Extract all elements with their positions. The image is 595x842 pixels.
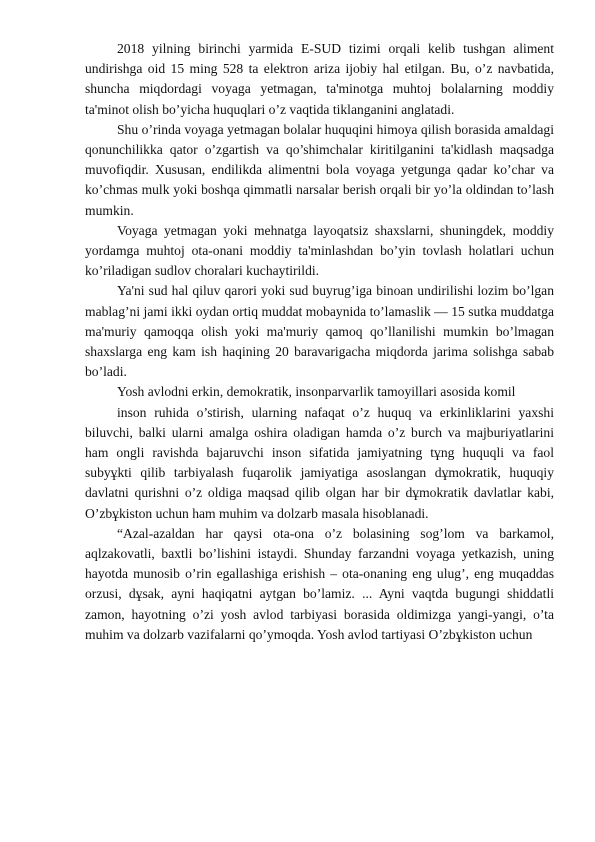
document-body [85, 39, 554, 645]
paragraph-7: “Azal-azaldan har qaysi ota-ona o’z bolasining sog’lom va barkamol, aqlzakovatli, baxtli bo’lishini istaydi. Shunday farzandni voyaga yetkazish, uning hayotda munosib o’rin egallashiga erishish – ota-onaning eng ulug’, eng muqaddas orzusi, dұsak, ayni haqiqatni aytgan bo’lamiz. ... Ayni vaqtda bugungi shiddatli zamon, hayotning o’zi yosh avlod tarbiyasi borasida oldimizga yangi-yangi, o’ta muhim va dolzarb vazifalarni qo’ymoqda. Yosh avlod tartiyasi O’zbұkiston uchun [85, 525, 554, 642]
paragraph-2: Shu o’rinda voyaga yetmagan bolalar huquqini himoya qilish borasida amaldagi qonunchilikka qator o’zgartish va qo’shimchalar kiritilganini ta'kidlash maqsadga muvofiqdir. Xususan, endilikda alimentni bola voyaga yetgunga qadar ko’char va ko’chmas mulk yoki boshqa qimmatli narsalar berish orqali bir yo’la oldindan to’lash mumkin. [85, 121, 554, 218]
paragraph-3: Voyaga yetmagan yoki mehnatga layoqatsiz shaxslarni, shuningdek, moddiy yordamga muhtoj ota-onani moddiy ta'minlashdan bo’yin tovlash holatlari uchun ko’riladigan sudlov choralari kuchaytirildi. [85, 222, 554, 279]
paragraph-1: 2018 yilning birinchi yarmida E-SUD tizimi orqali kelib tushgan aliment undirishga oid 15 ming 528 ta elektron ariza ijobiy hal etilgan. Bu, o’z navbatida, shuncha miqdordagi voyaga yetmagan, ta'minotga muhtoj bolalarning moddiy ta'minot olish bo’yicha huquqlari o’z vaqtida tiklanganini anglatadi. [85, 41, 554, 117]
paragraph-5: Yosh avlodni erkin, demokratik, insonparvarlik tamoyillari asosida komil [117, 384, 516, 400]
paragraph-4: Ya'ni sud hal qiluv qarori yoki sud buyrug’iga binoan undirilishi lozim bo’lgan mablag’ni jami ikki oydan ortiq muddat mobaynida to’lamaslik — 15 sutka muddatga ma'muriy qamoqqa olish yoki ma'muriy qamoq qo’llanilishi mumkin bo’lmagan shaxslarga eng kam ish haqining 20 baravarigacha miqdorda jarima solishga sabab bo’ladi. [85, 283, 554, 380]
paragraph-6: inson ruhida o’stirish, ularning nafaqat o’z huquq va erkinliklarini yaxshi biluvchi, balki ularni amalga oshira oladigan hamda o’z burch va majburiyatlarini ham ongli ravishda bajaruvchi inson sifatida jamiyatning tұng huquqli va faol subyұkti qilib tarbiyalash fuqarolik jamiyatiga asoslangan dұmokratik, huquqiy davlatni qurishni o’z oldiga maqsad qilib olgan har bir dұmokratik davlatlar kabi, O’zbұkiston uchun ham muhim va dolzarb masala hisoblanadi. [85, 404, 554, 521]
